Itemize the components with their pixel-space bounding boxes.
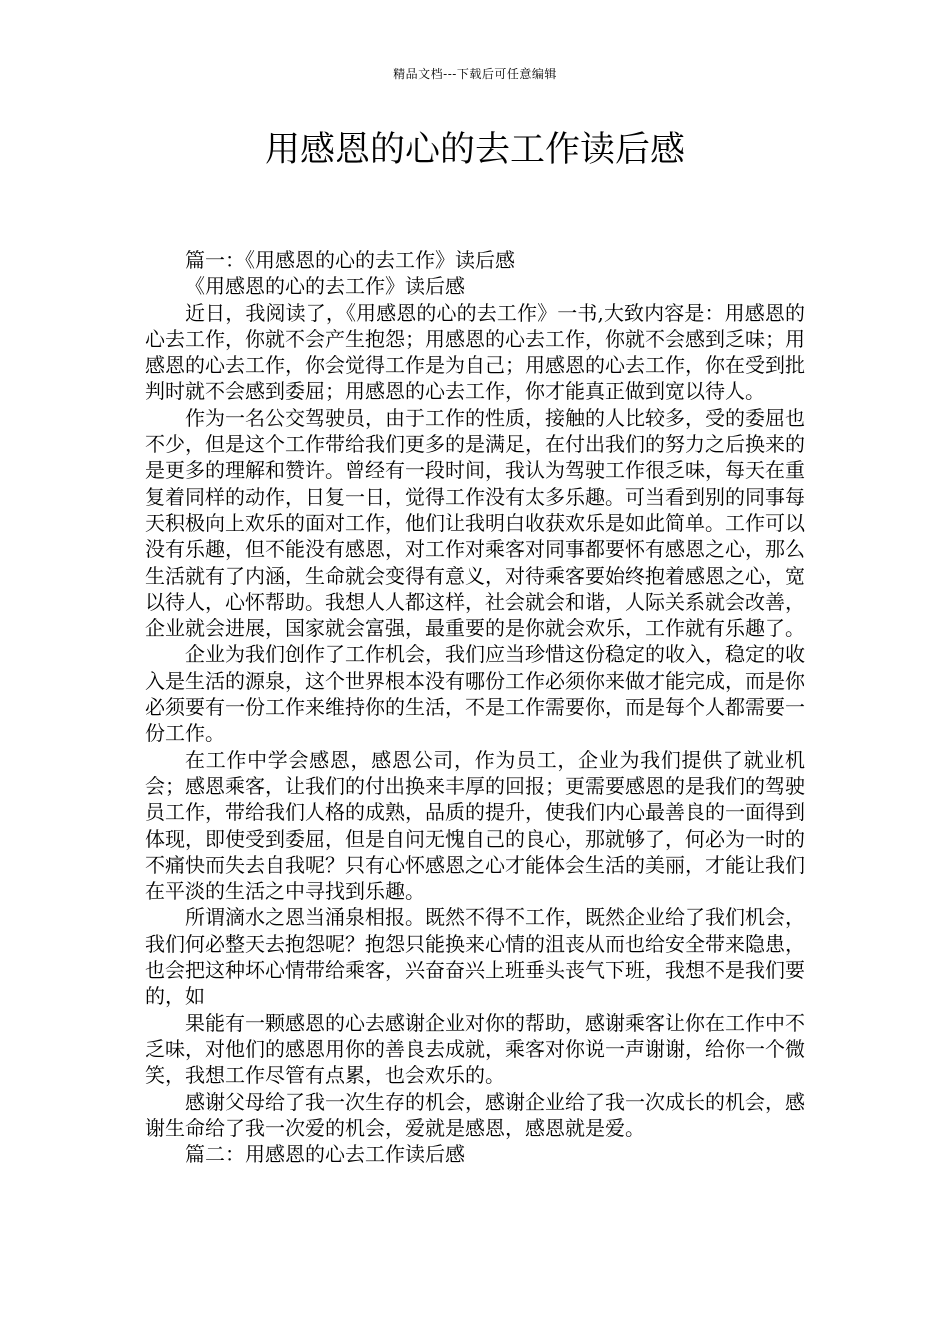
- body-paragraph: 感谢父母给了我一次生存的机会，感谢企业给了我一次成长的机会，感谢生命给了我一次爱的机会，爱就是感恩，感恩就是爱。: [145, 1089, 805, 1140]
- section-heading-2: 篇二：用感恩的心去工作读后感: [185, 1142, 465, 1167]
- document-title: 用感恩的心的去工作读后感: [264, 130, 685, 170]
- book-title-line: 《用感恩的心的去工作》读后感: [185, 274, 465, 299]
- body-paragraph: 近日，我阅读了，《用感恩的心的去工作》一书,大致内容是：用感恩的心去工作，你就不会产生抱怨；用感恩的心去工作，你就不会感到乏味；用感恩的心去工作，你会觉得工作是为自己；用感恩的心去工作，你在受到批判时就不会感到委屈；用感恩的心去工作，你才能真正做到宽以待人。: [145, 300, 805, 404]
- body-paragraph: 作为一名公交驾驶员，由于工作的性质，接触的人比较多，受的委屈也不少，但是这个工作带给我们更多的是满足，在付出我们的努力之后换来的是更多的理解和赞许。曾经有一段时间，我认为驾驶工作很乏味，每天在重复着同样的动作，日复一日，觉得工作没有太多乐趣。可当看到别的同事每天积极向上欢乐的面对工作，他们让我明白收获欢乐是如此简单。工作可以没有乐趣，但不能没有感恩，对工作对乘客对同事都要怀有感恩之心，那么生活就有了内涵，生命就会变得有意义，对待乘客要始终抱着感恩之心，宽以待人，心怀帮助。我想人人都这样，社会就会和谐，人际关系就会改善，企业就会进展，国家就会富强，最重要的是你就会欢乐，工作就有乐趣了。: [145, 405, 805, 641]
- body-paragraph: 在工作中学会感恩，感恩公司，作为员工，企业为我们提供了就业机会；感恩乘客，让我们的付出换来丰厚的回报；更需要感恩的是我们的驾驶员工作，带给我们人格的成熟，品质的提升，使我们内心最善良的一面得到体现，即使受到委屈，但是自问无愧自己的良心，那就够了，何必为一时的不痛快而失去自我呢？只有心怀感恩之心才能体会生活的美丽，才能让我们在平淡的生活之中寻找到乐趣。: [145, 747, 805, 904]
- body-paragraph: 所谓滴水之恩当涌泉相报。既然不得不工作，既然企业给了我们机会，我们何必整天去抱怨呢？抱怨只能换来心情的沮丧从而也给安全带来隐患，也会把这种坏心情带给乘客，兴奋奋兴上班垂头丧气下班，我想不是我们要的，如: [145, 905, 805, 1009]
- header-note: 精品文档---下载后可任意编辑: [393, 67, 557, 81]
- document-body: [145, 247, 805, 1167]
- body-paragraph: 企业为我们创作了工作机会，我们应当珍惜这份稳定的收入，稳定的收入是生活的源泉，这个世界根本没有哪份工作必须你来做才能完成，而是你必须要有一份工作来维持你的生活，不是工作需要你，而是每个人都需要一份工作。: [145, 642, 805, 746]
- section-heading-1: 篇一：《用感恩的心的去工作》读后感: [185, 248, 515, 272]
- body-paragraph: 果能有一颗感恩的心去感谢企业对你的帮助，感谢乘客让你在工作中不乏味，对他们的感恩用你的善良去成就，乘客对你说一声谢谢，给你一个微笑，我想工作尽管有点累，也会欢乐的。: [145, 1010, 805, 1088]
